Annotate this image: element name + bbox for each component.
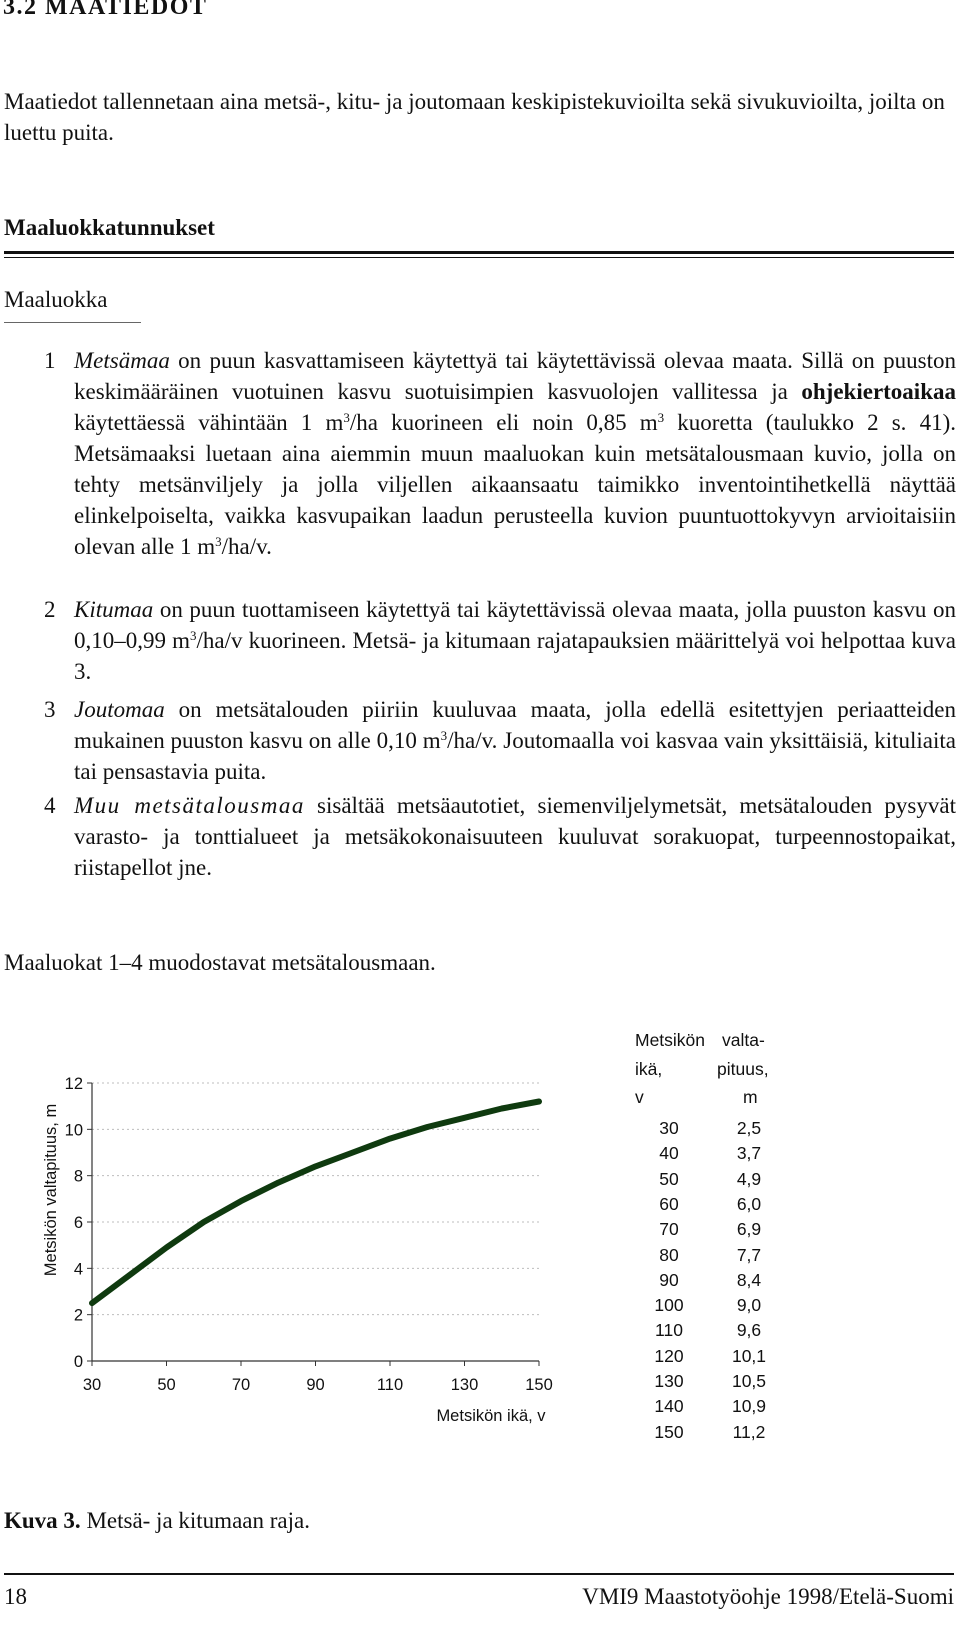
page-number: 18 <box>4 1584 27 1609</box>
item-text-part: /ha/v. <box>221 534 272 559</box>
superscript: 3 <box>440 728 448 743</box>
item-number: 1 <box>44 348 56 373</box>
superscript: 3 <box>657 410 665 425</box>
table-cell-height: 4,9 <box>736 1168 762 1189</box>
item-text-part: on puun kasvattamiseen käytettyä tai käytettävissä olevaa maata. Sillä on puuston keskimääräinen vuotuinen kasvu suotuisimpien kasvuolojen vallitessa ja <box>74 348 956 404</box>
item-text <box>74 694 956 787</box>
table-cell-height: 9,0 <box>736 1295 762 1316</box>
chart-axes <box>87 1083 539 1366</box>
x-axis-label: Metsikön ikä, v <box>436 1407 546 1425</box>
y-tick-label: 4 <box>73 1260 83 1279</box>
maaluokka-underline <box>4 322 141 323</box>
item-term: Metsämaa <box>74 348 170 373</box>
y-tick-label: 12 <box>64 1075 83 1093</box>
item-text-part: käytettäessä vähintään 1 m <box>74 410 344 435</box>
item-bold-term: ohjekiertoaikaa <box>801 379 956 404</box>
item-text-part: sisältää metsäautotiet, siemenviljelymetsät, metsätalouden pysyvät varasto- ja tonttialueet ja metsäkokonaisuuteen kuuluvat sorakuopat, turpeennostopaikat, riistapellot jne. <box>74 793 956 880</box>
land-class-item-3 <box>4 694 956 787</box>
item-number: 4 <box>44 793 56 818</box>
table-header-age-3: v <box>635 1087 644 1107</box>
item-text <box>74 790 956 883</box>
superscript: 3 <box>190 628 197 643</box>
footer-publication: VMI9 Maastotyöohje 1998/Etelä-Suomi <box>582 1584 954 1609</box>
summary-sentence: Maaluokat 1–4 muodostavat metsätalousmaan. <box>4 950 436 975</box>
table-cell-age: 50 <box>659 1168 679 1189</box>
item-text <box>74 594 956 687</box>
table-cell-height: 2,5 <box>736 1118 762 1138</box>
table-cell-age: 30 <box>659 1118 679 1138</box>
y-tick-label: 0 <box>73 1353 83 1371</box>
double-rule-top <box>4 251 954 254</box>
table-cell-age: 110 <box>655 1320 683 1341</box>
caption-text: Metsä- ja kitumaan raja. <box>80 1508 310 1533</box>
footer-rule <box>4 1573 954 1575</box>
item-text-part: on metsätalouden piiriin kuuluvaa maata, jolla edellä esitettyjen periaatteiden mukainen puuston kasvu on alle 0,10 m <box>74 697 956 753</box>
item-text <box>74 345 956 562</box>
table-cell-height: 10,9 <box>731 1396 767 1417</box>
x-tick-label: 50 <box>157 1376 176 1394</box>
figure-caption <box>4 1508 310 1534</box>
table-cell-age: 150 <box>654 1421 684 1442</box>
item-text-part: /ha kuorineen eli noin 0,85 m <box>349 410 658 435</box>
table-cell-height: 11,2 <box>732 1421 766 1442</box>
caption-label: Kuva 3. <box>4 1508 81 1533</box>
series-line <box>92 1102 539 1304</box>
table-header-height-3: m <box>743 1087 758 1107</box>
x-tick-label: 110 <box>376 1376 404 1394</box>
land-class-item-4 <box>4 790 956 883</box>
item-term: Joutomaa <box>74 697 165 722</box>
table-cell-age: 80 <box>659 1244 679 1265</box>
section-title: 3.2 MAATIEDOT <box>3 0 208 20</box>
table-cell-height: 3,7 <box>736 1143 762 1164</box>
table-cell-age: 70 <box>659 1219 679 1240</box>
item-number: 3 <box>44 697 56 722</box>
table-cell-height: 9,6 <box>736 1320 762 1341</box>
item-term: Muu metsätalousmaa <box>74 793 305 818</box>
land-class-item-1 <box>4 345 956 562</box>
subheading: Maaluokkatunnukset <box>4 215 215 240</box>
table-header-height-2: pituus, <box>717 1059 769 1079</box>
table-cell-height: 6,0 <box>736 1193 762 1214</box>
double-rule-bottom <box>4 257 954 258</box>
y-tick-label: 6 <box>73 1214 83 1232</box>
table-cell-height: 10,1 <box>731 1345 767 1366</box>
y-tick-label: 8 <box>73 1167 83 1186</box>
intro-paragraph: Maatiedot tallennetaan aina metsä-, kitu- ja joutomaan keskipistekuvioilta sekä sivukuvioilta, joilta on luettu puita. <box>4 89 945 145</box>
land-class-item-2 <box>4 594 956 687</box>
table-cell-height: 8,4 <box>736 1269 762 1290</box>
table-cell-age: 130 <box>654 1371 684 1391</box>
x-tick-label: 70 <box>231 1376 251 1394</box>
item-text-part: kuoretta (taulukko 2 s. 41). Metsämaaksi luetaan aina aiemmin muun maaluokan kuin metsätalousmaan kuvio, jolla on tehty metsänviljely ja jolla viljellen aikaansaatu taimikko inventointihetkellä näyttää elinkelpoiselta, vaikka kasvupaikan laadun perusteella kuvion puuntuottokyvyn arvioitaisiin olevan alle 1 m <box>74 410 956 559</box>
table-header-height-1: valta- <box>722 1030 765 1050</box>
table-cell-age: 100 <box>654 1295 684 1316</box>
maaluokka-heading: Maaluokka <box>4 287 108 312</box>
x-tick-label: 30 <box>82 1376 102 1394</box>
y-axis-label: Metsikön valtapituus, m <box>42 1103 60 1277</box>
y-tick-label: 2 <box>73 1306 83 1325</box>
table-cell-height: 6,9 <box>736 1219 762 1240</box>
superscript: 3 <box>343 410 350 425</box>
table-cell-age: 140 <box>654 1396 684 1417</box>
table-cell-age: 90 <box>659 1269 679 1290</box>
table-header-age-2: ikä, <box>635 1059 663 1079</box>
table-cell-height: 10,5 <box>731 1371 767 1391</box>
table-cell-age: 60 <box>659 1193 679 1214</box>
item-text-part: /ha/v. Joutomaalla voi kasvaa vain yksittäisiä, kituliaita tai pensastavia puita. <box>74 728 956 784</box>
item-number: 2 <box>44 597 56 622</box>
superscript: 3 <box>215 534 222 549</box>
item-text-part: on puun tuottamiseen käytettyä tai käytettävissä olevaa maata, jolla puuston kasvu on 0,10–0,99 m <box>74 597 956 653</box>
table-cell-age: 120 <box>654 1345 684 1366</box>
x-tick-label: 90 <box>306 1376 325 1394</box>
x-tick-label: 130 <box>450 1376 479 1394</box>
y-tick-label: 10 <box>64 1121 83 1140</box>
x-tick-label: 150 <box>525 1376 553 1394</box>
height-age-chart <box>0 1050 600 1470</box>
x-tick-labels <box>83 1376 553 1394</box>
item-text-part: /ha/v kuorineen. Metsä- ja kitumaan rajatapauksien määrittelyä voi helpottaa kuva 3. <box>74 628 957 684</box>
item-term: Kitumaa <box>74 597 154 622</box>
table-cell-age: 40 <box>659 1143 679 1164</box>
table-header-age-1: Metsikön <box>635 1030 706 1050</box>
table-cell-height: 7,7 <box>736 1244 762 1265</box>
y-tick-labels <box>65 1075 83 1371</box>
